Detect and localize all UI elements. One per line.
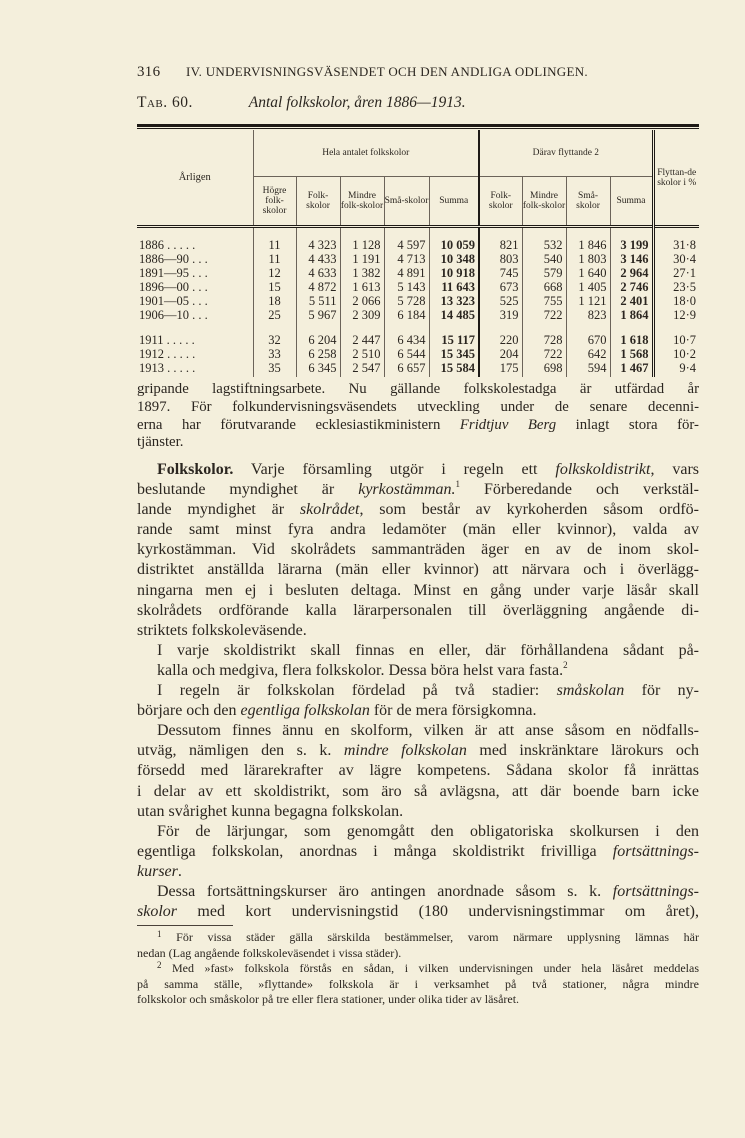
paragraph-intro bbox=[137, 381, 699, 452]
text-segment: kalla och medgiva, flera folkskolor. Dessa böra helst vara fasta. bbox=[157, 661, 564, 679]
text-segment: Varje församling utgör i regeln ett bbox=[233, 461, 556, 478]
spacer-cell bbox=[340, 322, 384, 333]
text-segment: småskolan bbox=[556, 682, 625, 700]
table-cell: 1 640 bbox=[566, 266, 610, 280]
text-line bbox=[137, 930, 699, 946]
text-line bbox=[137, 977, 699, 993]
text-segment: lande myndighet är bbox=[137, 501, 300, 519]
table-cell: 2 401 bbox=[610, 294, 653, 308]
text-line bbox=[137, 741, 699, 761]
text-segment: egentliga folkskolan bbox=[240, 702, 370, 720]
text-segment: mindre folkskolan bbox=[343, 742, 467, 760]
table-cell: 27·1 bbox=[653, 266, 699, 280]
table-cell: 6 258 bbox=[296, 347, 340, 361]
spacer-cell bbox=[522, 322, 566, 333]
table-cell: 10 348 bbox=[429, 252, 479, 266]
text-line bbox=[137, 802, 699, 822]
spacer-cell bbox=[429, 322, 479, 333]
table-cell: 12·9 bbox=[653, 308, 699, 322]
text-segment: inlagt stora för- bbox=[556, 416, 699, 433]
running-header bbox=[137, 64, 699, 81]
table-cell: 6 345 bbox=[296, 361, 340, 375]
text-segment: för ny- bbox=[624, 682, 700, 700]
table-cell: 12 bbox=[253, 266, 296, 280]
table-cell: 803 bbox=[479, 252, 522, 266]
text-segment: , som består av kyrkoherden såsom ordfö- bbox=[359, 501, 699, 519]
text-segment: Dessa fortsättningskurser äro antingen anordnade såsom s. k. bbox=[157, 882, 613, 900]
table-cell: 23·5 bbox=[653, 280, 699, 294]
table-cell: 10 918 bbox=[429, 266, 479, 280]
header-group-moving bbox=[479, 130, 653, 177]
table-cell: 5 511 bbox=[296, 294, 340, 308]
table-cell: 1 613 bbox=[340, 280, 384, 294]
text-segment: distriktet anställda lärarna (män eller kvinnor) att närvara och i överlägg- bbox=[137, 561, 699, 579]
spacer-cell bbox=[566, 375, 610, 377]
table-cell: 6 184 bbox=[384, 308, 429, 322]
spacer-cell bbox=[566, 322, 610, 333]
table-cell: 670 bbox=[566, 333, 610, 347]
table-cell: 594 bbox=[566, 361, 610, 375]
table-cell: 1 864 bbox=[610, 308, 653, 322]
text-segment: Förberedande och verkstäl- bbox=[460, 481, 699, 499]
text-segment: beslutande myndighet är bbox=[137, 481, 359, 499]
spacer-cell bbox=[566, 227, 610, 239]
text-line bbox=[137, 434, 699, 452]
table-cell: 1 128 bbox=[340, 238, 384, 252]
spacer-cell bbox=[340, 227, 384, 239]
text-segment: kyrkostämman. Vid skolrådets sammanträden äger en av de inom skol- bbox=[137, 541, 699, 559]
spacer-cell bbox=[253, 322, 296, 333]
spacer-cell bbox=[522, 227, 566, 239]
text-line bbox=[137, 417, 699, 435]
footnote-marker: 2 bbox=[563, 659, 568, 670]
spacer-cell bbox=[137, 322, 253, 333]
table-cell: 4 713 bbox=[384, 252, 429, 266]
table-cell: 3 146 bbox=[610, 252, 653, 266]
table-cell: 1 618 bbox=[610, 333, 653, 347]
footnote-marker: 1 bbox=[455, 479, 461, 490]
footnote-marker: 1 bbox=[157, 929, 162, 939]
spacer-cell bbox=[610, 227, 653, 239]
text-segment: I varje skoldistrikt skall finnas en eller, där förhållandena sådant på- bbox=[157, 641, 699, 659]
text-line bbox=[137, 381, 699, 399]
text-segment: För vissa städer gälla särskilda bestämmelser, varom närmare upplysning lämnas här bbox=[161, 930, 699, 944]
table-cell: 5 143 bbox=[384, 280, 429, 294]
table-cell: 2 447 bbox=[340, 333, 384, 347]
table-cell: 1 121 bbox=[566, 294, 610, 308]
text-line bbox=[137, 822, 699, 842]
table-cell: 722 bbox=[522, 347, 566, 361]
text-segment: , vars bbox=[650, 461, 700, 478]
table-cell: 1 846 bbox=[566, 238, 610, 252]
spacer-cell bbox=[384, 322, 429, 333]
table-cell: 6 657 bbox=[384, 361, 429, 375]
text-segment: ningarna men ej i besluten deltaga. Minst en gång under varje läsår skall bbox=[137, 581, 699, 599]
text-line bbox=[137, 399, 699, 417]
table-row bbox=[137, 347, 699, 361]
table-row bbox=[137, 238, 699, 252]
text-line bbox=[137, 992, 699, 1008]
header-arligen: Årligen bbox=[178, 171, 211, 183]
table-cell: 673 bbox=[479, 280, 522, 294]
spacer-cell bbox=[479, 322, 522, 333]
table-cell: 6 204 bbox=[296, 333, 340, 347]
table-cell: 10·2 bbox=[653, 347, 699, 361]
table-cell: 319 bbox=[479, 308, 522, 322]
spacer-cell bbox=[253, 375, 296, 377]
text-segment: försedd med lärarekrafter av lägre kompetens. Sådana skolor få inrättas bbox=[137, 762, 699, 780]
table-cell: 4 633 bbox=[296, 266, 340, 280]
text-line bbox=[137, 681, 699, 701]
text-line bbox=[137, 601, 699, 621]
text-segment: 1897. För folkundervisningsväsendets utveckling under de senare decenni- bbox=[137, 398, 699, 415]
spacer-cell bbox=[653, 322, 699, 333]
text-segment: rande samt minst fyra andra ledamöter (män eller kvinnor), valda av bbox=[137, 521, 699, 539]
header-group-moving-label: Därav flyttande bbox=[532, 148, 592, 158]
row-label: 1913 . . . . . bbox=[139, 361, 196, 375]
text-segment: erna har förutvarande ecklesiastikministern bbox=[137, 416, 460, 433]
text-segment: nedan (Lag angående folkskoleväsendet i vissa städer). bbox=[137, 945, 402, 960]
row-label: 1906—10 . . . bbox=[139, 308, 208, 322]
text-line bbox=[137, 761, 699, 781]
table-cell: 35 bbox=[253, 361, 296, 375]
text-line bbox=[137, 882, 699, 902]
spacer-cell bbox=[384, 227, 429, 239]
footnotes bbox=[137, 930, 699, 1008]
spacer-cell bbox=[479, 227, 522, 239]
table-cell: 6 544 bbox=[384, 347, 429, 361]
text-segment: kurser bbox=[137, 862, 178, 880]
spacer-cell bbox=[653, 227, 699, 239]
table-cell: 204 bbox=[479, 347, 522, 361]
table-cell: 175 bbox=[479, 361, 522, 375]
col-header: Små-skolor bbox=[566, 177, 610, 227]
row-label: 1901—05 . . . bbox=[139, 294, 208, 308]
section-folkskolor bbox=[137, 460, 699, 922]
table-cell: 14 485 bbox=[429, 308, 479, 322]
text-segment: skolrådet bbox=[299, 501, 360, 519]
spacer-cell bbox=[296, 322, 340, 333]
footnote-marker: 2 bbox=[157, 960, 162, 971]
table-cell: 1 191 bbox=[340, 252, 384, 266]
text-line bbox=[137, 581, 699, 601]
table-spacer bbox=[137, 227, 699, 239]
col-header: Mindre folk-skolor bbox=[340, 177, 384, 227]
text-segment: folkskolor och småskolor på tre eller flera stationer, under olika tider av läsåret. bbox=[137, 992, 520, 1007]
spacer-cell bbox=[429, 375, 479, 377]
table-cell: 25 bbox=[253, 308, 296, 322]
text-line bbox=[137, 460, 699, 480]
table-row bbox=[137, 308, 699, 322]
row-label: 1886 . . . . . bbox=[139, 238, 196, 252]
col-header: Små-skolor bbox=[384, 177, 429, 227]
spacer-cell bbox=[296, 227, 340, 239]
table-cell: 525 bbox=[479, 294, 522, 308]
row-label: 1891—95 . . . bbox=[139, 266, 208, 280]
table-cell: 10 059 bbox=[429, 238, 479, 252]
table-cell: 18 bbox=[253, 294, 296, 308]
text-segment: skolor bbox=[137, 903, 177, 921]
table-cell: 10·7 bbox=[653, 333, 699, 347]
spacer-cell bbox=[479, 375, 522, 377]
text-segment: egentliga folkskolan, anordnas i många skoldistrikt frivilliga bbox=[137, 842, 613, 860]
table-cell: 1 568 bbox=[610, 347, 653, 361]
table-row bbox=[137, 333, 699, 347]
col-header: Summa bbox=[429, 177, 479, 227]
text-line bbox=[137, 621, 699, 641]
table-cell: 5 967 bbox=[296, 308, 340, 322]
table-cell: 15 584 bbox=[429, 361, 479, 375]
text-segment: gripande lagstiftningsarbete. Nu gällande folkskolestadga är utfärdad år bbox=[137, 381, 699, 397]
running-title: IV. UNDERVISNINGSVÄSENDET OCH DEN ANDLIGA ODLINGEN. bbox=[185, 64, 588, 79]
header-percent: Flyttan-de skolor i % bbox=[653, 130, 699, 227]
text-segment: Fridtjuv Berg bbox=[459, 416, 557, 433]
table-spacer bbox=[137, 322, 699, 333]
text-line bbox=[137, 560, 699, 580]
table-cell: 11 643 bbox=[429, 280, 479, 294]
table-cell: 1 405 bbox=[566, 280, 610, 294]
page-number: 316 bbox=[137, 64, 161, 80]
table-cell: 722 bbox=[522, 308, 566, 322]
text-segment: För de lärjungar, som genomgått den obligatoriska skolkursen i den bbox=[157, 822, 699, 840]
text-segment: . bbox=[177, 862, 182, 880]
text-segment: med kort undervisningstid (180 undervisningstimmar om året), bbox=[177, 903, 699, 921]
text-segment: Folkskolor. bbox=[157, 461, 234, 478]
table-cell: 698 bbox=[522, 361, 566, 375]
table-cell: 728 bbox=[522, 333, 566, 347]
table-top-rule-thin bbox=[137, 128, 699, 129]
text-segment: i delar av ett skoldistrikt, som äro så avlägsna, att där boende barn icke bbox=[137, 782, 699, 800]
text-line bbox=[137, 701, 699, 721]
table-cell: 579 bbox=[522, 266, 566, 280]
row-label: 1911 . . . . . bbox=[139, 333, 195, 347]
text-segment: striktets folkskoleväsende. bbox=[137, 621, 307, 639]
table-cell: 33 bbox=[253, 347, 296, 361]
text-line bbox=[137, 520, 699, 540]
table-cell: 11 bbox=[253, 252, 296, 266]
table-cell: 2 746 bbox=[610, 280, 653, 294]
col-header: Mindre folk-skolor bbox=[522, 177, 566, 227]
text-segment: utväg, nämligen den s. k. bbox=[137, 742, 344, 760]
table-row bbox=[137, 361, 699, 375]
table-cell: 30·4 bbox=[653, 252, 699, 266]
table-cell: 823 bbox=[566, 308, 610, 322]
text-segment: tjänster. bbox=[137, 434, 184, 451]
text-line bbox=[137, 721, 699, 741]
spacer-cell bbox=[610, 375, 653, 377]
table-cell: 4 891 bbox=[384, 266, 429, 280]
table-cell: 6 434 bbox=[384, 333, 429, 347]
table-cell: 821 bbox=[479, 238, 522, 252]
table-cell: 4 872 bbox=[296, 280, 340, 294]
table-cell: 1 803 bbox=[566, 252, 610, 266]
table-cell: 15 345 bbox=[429, 347, 479, 361]
text-segment: för de mera försigkomna. bbox=[369, 702, 537, 720]
spacer-cell bbox=[340, 375, 384, 377]
table-row bbox=[137, 280, 699, 294]
table-cell: 540 bbox=[522, 252, 566, 266]
text-segment: fortsättnings- bbox=[612, 842, 699, 860]
spacer-cell bbox=[522, 375, 566, 377]
footnote-rule bbox=[137, 925, 233, 926]
row-label: 1912 . . . . . bbox=[139, 347, 196, 361]
text-line bbox=[137, 902, 699, 922]
text-line bbox=[137, 641, 699, 661]
table-cell: 532 bbox=[522, 238, 566, 252]
text-segment: skolrådets ordförande kalla lärarpersonalen till överläggning angående di- bbox=[137, 601, 699, 619]
table-spacer bbox=[137, 375, 699, 377]
table-cell: 13 323 bbox=[429, 294, 479, 308]
text-segment: Med »fast» folkskola förstås en sådan, i vilken undervisningen under hela läsåret meddelas bbox=[161, 961, 699, 976]
table-cell: 2 066 bbox=[340, 294, 384, 308]
text-segment: med inskränktare lärokurs och bbox=[466, 742, 699, 760]
footnote-ref: 2 bbox=[594, 147, 599, 157]
text-line bbox=[137, 862, 699, 882]
spacer-cell bbox=[610, 322, 653, 333]
table-cell: 745 bbox=[479, 266, 522, 280]
table-cell: 1 467 bbox=[610, 361, 653, 375]
spacer-cell bbox=[429, 227, 479, 239]
table-cell: 15 bbox=[253, 280, 296, 294]
table-cell: 1 382 bbox=[340, 266, 384, 280]
text-line bbox=[137, 540, 699, 560]
row-label: 1886—90 . . . bbox=[139, 252, 208, 266]
spacer-cell bbox=[296, 375, 340, 377]
table-top-rule bbox=[137, 124, 699, 127]
table-cell: 2 510 bbox=[340, 347, 384, 361]
text-segment: kyrkostämman. bbox=[358, 481, 456, 499]
table-cell: 4 433 bbox=[296, 252, 340, 266]
table-cell: 32 bbox=[253, 333, 296, 347]
spacer-cell bbox=[253, 227, 296, 239]
col-header: Folk-skolor bbox=[296, 177, 340, 227]
text-segment: fortsättnings- bbox=[612, 882, 699, 900]
text-line bbox=[137, 480, 699, 500]
table-cell: 31·8 bbox=[653, 238, 699, 252]
table-cell: 5 728 bbox=[384, 294, 429, 308]
spacer-cell bbox=[653, 375, 699, 377]
table-cell: 2 309 bbox=[340, 308, 384, 322]
table-cell: 220 bbox=[479, 333, 522, 347]
table-row bbox=[137, 294, 699, 308]
table-cell: 642 bbox=[566, 347, 610, 361]
col-header: Folk-skolor bbox=[479, 177, 522, 227]
row-label: 1896—00 . . . bbox=[139, 280, 208, 294]
table-cell: 15 117 bbox=[429, 333, 479, 347]
text-line bbox=[137, 961, 699, 977]
table-row bbox=[137, 252, 699, 266]
table-row bbox=[137, 266, 699, 280]
header-group-total: Hela antalet folkskolor bbox=[253, 130, 479, 177]
text-segment: I regeln är folkskolan fördelad på två stadier: bbox=[157, 682, 557, 700]
table-cell: 755 bbox=[522, 294, 566, 308]
text-line bbox=[137, 842, 699, 862]
text-line bbox=[137, 946, 699, 962]
table-label: Tab. 60. bbox=[137, 94, 193, 111]
table-cell: 3 199 bbox=[610, 238, 653, 252]
text-line bbox=[137, 782, 699, 802]
text-segment: utan svårighet kunna begagna folkskolan. bbox=[137, 802, 404, 820]
text-segment: börjare och den bbox=[137, 702, 241, 720]
table-cell: 4 597 bbox=[384, 238, 429, 252]
text-segment: på samma ställe, »flyttande» folkskola är i verksamhet på två stationer, några mindre bbox=[137, 976, 699, 991]
table-caption bbox=[137, 94, 466, 112]
table-cell: 668 bbox=[522, 280, 566, 294]
spacer-cell bbox=[137, 375, 253, 377]
text-segment: Dessutom finnes ännu en skolform, vilken är att anse såsom en nödfalls- bbox=[157, 722, 699, 740]
col-header: Summa bbox=[610, 177, 653, 227]
text-line bbox=[137, 500, 699, 520]
table-cell: 18·0 bbox=[653, 294, 699, 308]
spacer-cell bbox=[137, 227, 253, 239]
table-title: Antal folkskolor, åren 1886—1913. bbox=[248, 94, 466, 111]
table-cell: 2 964 bbox=[610, 266, 653, 280]
text-segment: folkskoldistrikt bbox=[555, 461, 651, 478]
col-header: Högre folk-skolor bbox=[253, 177, 296, 227]
spacer-cell bbox=[384, 375, 429, 377]
table-cell: 11 bbox=[253, 238, 296, 252]
text-line bbox=[137, 661, 699, 681]
table-cell: 9·4 bbox=[653, 361, 699, 375]
table-cell: 2 547 bbox=[340, 361, 384, 375]
table-cell: 4 323 bbox=[296, 238, 340, 252]
